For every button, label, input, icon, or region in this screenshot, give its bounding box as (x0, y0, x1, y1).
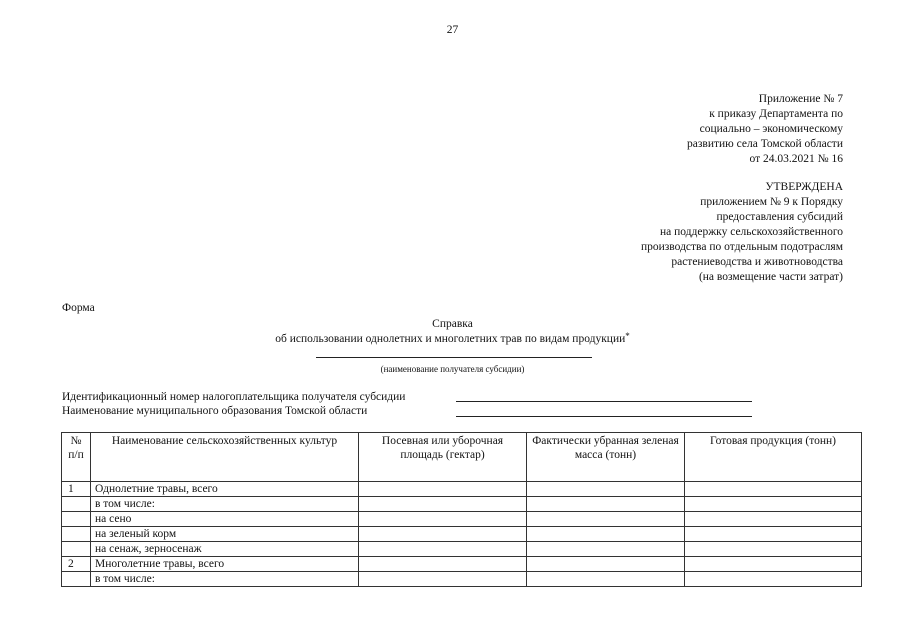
cell-finished-product[interactable] (685, 512, 862, 527)
row-crop-name: в том числе: (91, 572, 359, 587)
cell-finished-product[interactable] (685, 557, 862, 572)
approved-block (641, 180, 843, 285)
row-number: 2 (62, 557, 91, 572)
approved-line: предоставления субсидий (716, 211, 843, 223)
cell-green-mass[interactable] (527, 512, 685, 527)
row-crop-name: на сено (91, 512, 359, 527)
table-row (62, 527, 862, 542)
title-line-1: Справка (432, 318, 473, 330)
approved-line: растениеводства и животноводства (671, 256, 843, 268)
title-line-2 (0, 332, 905, 347)
appendix-line: к приказу Департамента по (709, 108, 843, 120)
row-number (62, 542, 91, 557)
approved-line: производства по отдельным подотраслям (640, 241, 843, 253)
recipient-caption: (наименование получателя субсидии) (380, 364, 525, 374)
form-label: Форма (62, 302, 95, 314)
document-title (0, 317, 905, 347)
row-number (62, 497, 91, 512)
row-number (62, 527, 91, 542)
approved-line: на поддержку сельскохозяйственного (659, 226, 843, 238)
table-row (62, 557, 862, 572)
approved-line: (на возмещение части затрат) (698, 271, 843, 283)
cell-area[interactable] (359, 512, 527, 527)
row-crop-name: в том числе: (91, 497, 359, 512)
cell-green-mass[interactable] (527, 482, 685, 497)
cell-finished-product[interactable] (685, 497, 862, 512)
row-crop-name: Многолетние травы, всего (91, 557, 359, 572)
row-number (62, 572, 91, 587)
cell-green-mass[interactable] (527, 497, 685, 512)
inn-label: Идентификационный номер налогоплательщика получателя субсидии (62, 391, 406, 403)
col-header-finished-product: Готовая продукция (тонн) (685, 433, 862, 482)
appendix-line: от 24.03.2021 № 16 (749, 153, 843, 165)
title-text: об использовании однолетних и многолетних трав по видам продукции (275, 333, 626, 345)
table-row (62, 497, 862, 512)
approved-line: УТВЕРЖДЕНА (765, 181, 843, 193)
municipality-input-line[interactable] (456, 416, 752, 417)
inn-input-line[interactable] (456, 401, 752, 402)
cell-area[interactable] (359, 557, 527, 572)
page-number: 27 (446, 24, 459, 36)
cell-area[interactable] (359, 572, 527, 587)
cell-area[interactable] (359, 542, 527, 557)
table-row (62, 512, 862, 527)
table-header-row (62, 433, 862, 482)
appendix-line: социально – экономическому (699, 123, 843, 135)
products-table (61, 432, 862, 587)
col-header-area: Посевная или уборочная площадь (гектар) (359, 433, 527, 482)
cell-area[interactable] (359, 497, 527, 512)
row-number (62, 512, 91, 527)
cell-green-mass[interactable] (527, 572, 685, 587)
appendix-block (687, 92, 843, 167)
row-crop-name: Однолетние травы, всего (91, 482, 359, 497)
row-crop-name: на зеленый корм (91, 527, 359, 542)
cell-finished-product[interactable] (685, 482, 862, 497)
cell-green-mass[interactable] (527, 557, 685, 572)
cell-finished-product[interactable] (685, 572, 862, 587)
cell-green-mass[interactable] (527, 542, 685, 557)
table-row (62, 542, 862, 557)
table-row (62, 572, 862, 587)
row-number: 1 (62, 482, 91, 497)
col-header-green-mass: Фактически убранная зеленая масса (тонн) (527, 433, 685, 482)
cell-finished-product[interactable] (685, 527, 862, 542)
appendix-line: развитию села Томской области (687, 138, 843, 150)
appendix-line: Приложение № 7 (758, 93, 843, 105)
approved-line: приложением № 9 к Порядку (700, 196, 843, 208)
cell-finished-product[interactable] (685, 542, 862, 557)
recipient-name-line[interactable] (316, 357, 592, 358)
cell-area[interactable] (359, 527, 527, 542)
col-header-crop-name: Наименование сельскохозяйственных культур (91, 433, 359, 482)
cell-green-mass[interactable] (527, 527, 685, 542)
table-row (62, 482, 862, 497)
row-crop-name: на сенаж, зерносенаж (91, 542, 359, 557)
col-header-number: № п/п (62, 433, 91, 482)
footnote-asterisk: * (625, 331, 630, 341)
cell-area[interactable] (359, 482, 527, 497)
municipality-label: Наименование муниципального образования Томской области (62, 405, 368, 417)
